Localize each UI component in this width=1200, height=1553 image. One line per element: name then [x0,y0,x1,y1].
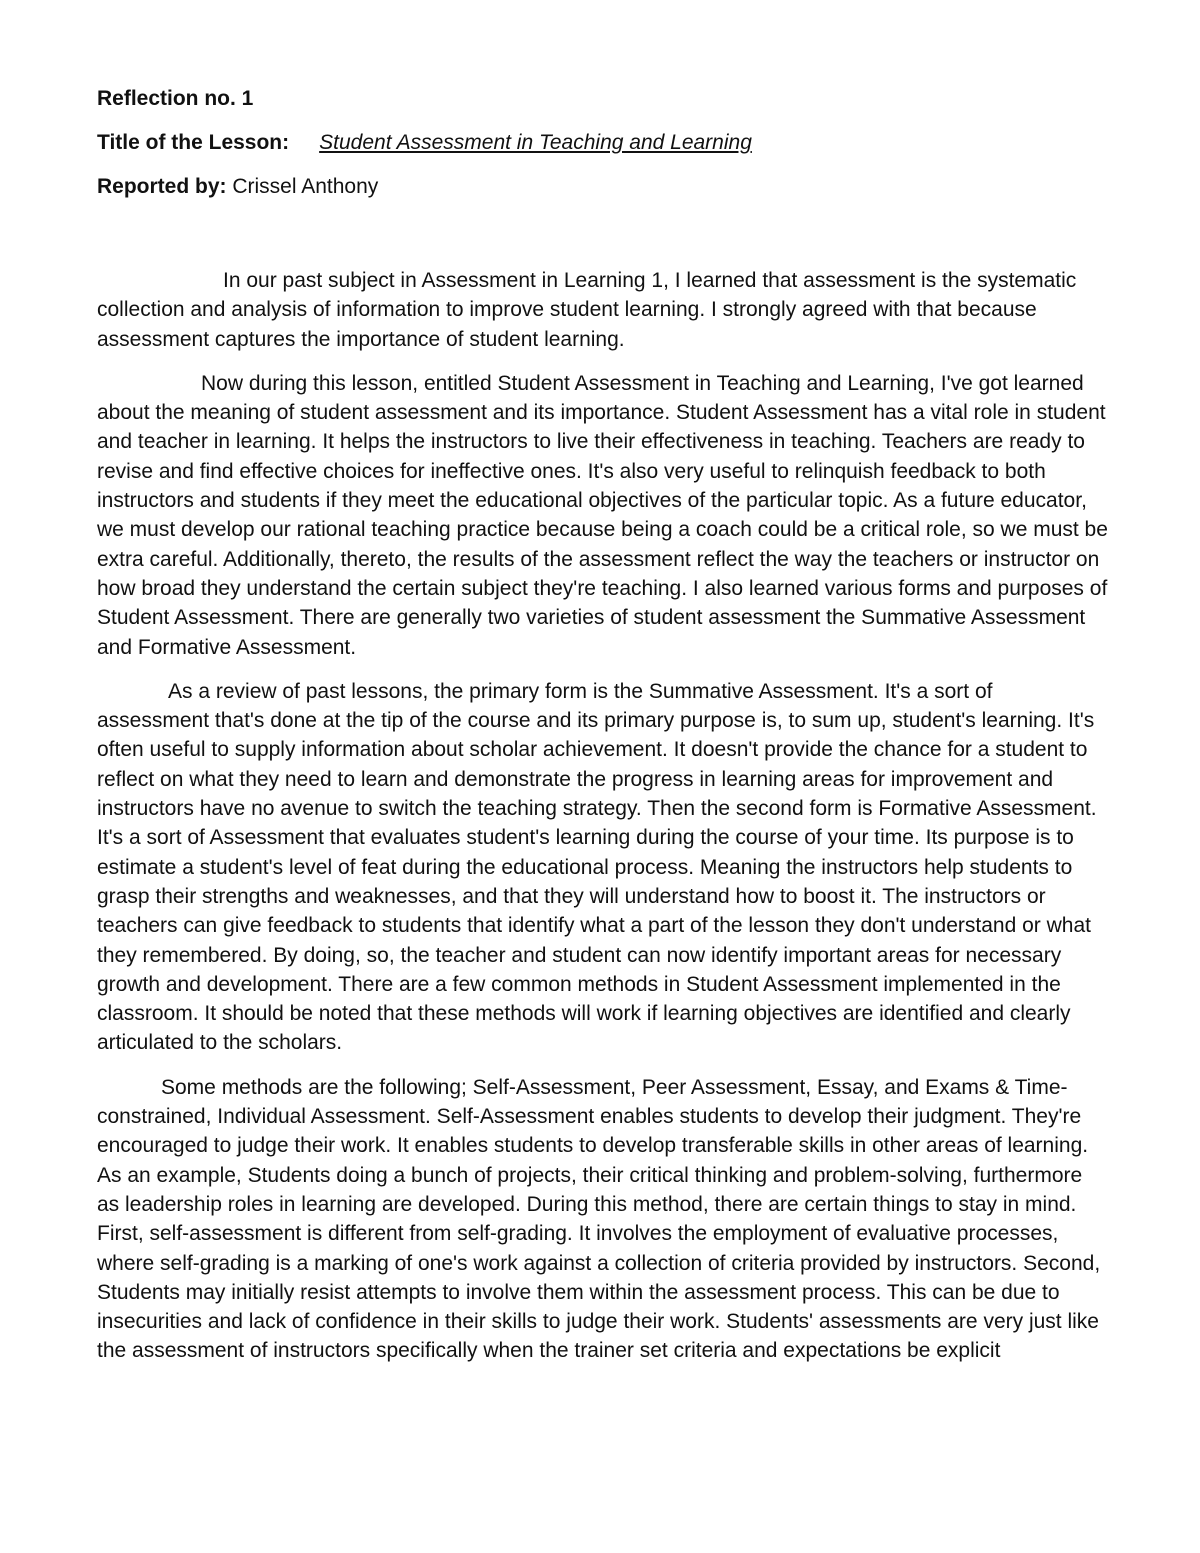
paragraph-4: Some methods are the following; Self-Assessment, Peer Assessment, Essay, and Exams & Time-constrained, Individual Assessment. Self-Assessment enables students to develop their judgment. They're encouraged to judge their work. It enables students to develop transferable skills in other areas of learning. As an example, Students doing a bunch of projects, their critical thinking and problem-solving, furthermore as leadership roles in learning are developed. During this method, there are certain things to stay in mind. First, self-assessment is different from self-grading. It involves the employment of evaluative processes, where self-grading is a marking of one's work against a collection of criteria provided by instructors. Second, Students may initially resist attempts to involve them within the assessment process. This can be due to insecurities and lack of confidence in their skills to judge their work. Students' assessments are very just like the assessment of instructors specifically when the trainer set criteria and expectations be explicit [97,1075,1101,1363]
reflection-heading [97,84,1109,114]
lesson-title-line [97,128,1109,158]
reflection-label: Reflection no. 1 [97,87,254,110]
document-page [97,84,1109,1381]
reported-by-line [97,172,1109,202]
reported-by-value: Crissel Anthony [232,175,379,198]
lesson-title-label: Title of the Lesson: [97,131,290,154]
paragraph-3: As a review of past lessons, the primary form is the Summative Assessment. It's a sort of assessment that's done at the tip of the course and its primary purpose is, to sum up, student's learning. It's often useful to supply information about scholar achievement. It doesn't provide the chance for a student to reflect on what they need to learn and demonstrate the progress in learning areas for improvement and instructors have no avenue to switch the teaching strategy. Then the second form is Formative Assessment. It's a sort of Assessment that evaluates student's learning during the course of your time. Its purpose is to estimate a student's level of feat during the educational process. Meaning the instructors help students to grasp their strengths and weaknesses, and that they will understand how to boost it. The instructors or teachers can give feedback to students that identify what a part of the lesson they don't understand or what they remembered. By doing, so, the teacher and student can now identify important areas for necessary growth and development. There are a few common methods in Student Assessment implemented in the classroom. It should be noted that these methods will work if learning objectives are identified and clearly articulated to the scholars. [97,679,1097,1055]
reported-by-label: Reported by: [97,175,227,198]
lesson-title-value: Student Assessment in Teaching and Learning [319,131,752,154]
paragraph-2: Now during this lesson, entitled Student Assessment in Teaching and Learning, I've got learned about the meaning of student assessment and its importance. Student Assessment has a vital role in student and teacher in learning. It helps the instructors to live their effectiveness in teaching. Teachers are ready to revise and find effective choices for ineffective ones. It's also very useful to relinquish feedback to both instructors and students if they meet the educational objectives of the particular topic. As a future educator, we must develop our rational teaching practice because being a coach could be a critical role, so we must be extra careful. Additionally, thereto, the results of the assessment reflect the way the teachers or instructor on how broad they understand the certain subject they're teaching. I also learned various forms and purposes of Student Assessment. There are generally two varieties of student assessment the Summative Assessment and Formative Assessment. [97,371,1108,659]
reflection-body [97,266,1109,1366]
paragraph-1: In our past subject in Assessment in Learning 1, I learned that assessment is the systematic collection and analysis of information to improve student learning. I strongly agreed with that because assessment captures the importance of student learning. [97,269,1077,351]
